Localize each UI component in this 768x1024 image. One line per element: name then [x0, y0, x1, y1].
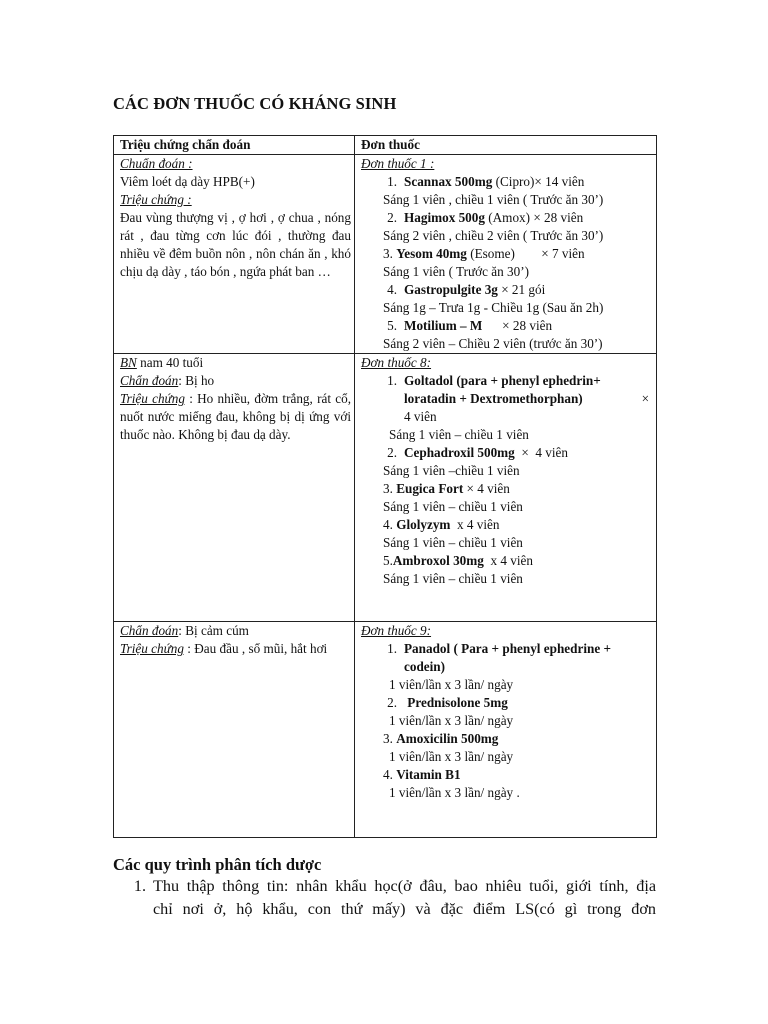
drug-dose: Sáng 1 viên – chiều 1 viên	[383, 499, 523, 514]
drug-item: 4. Vitamin B1 1 viên/lần x 3 lần/ ngày .	[361, 766, 653, 802]
drug-name: Scannax 500mg	[404, 174, 493, 189]
diagnosis-text: : Bị ho	[178, 373, 215, 388]
drug-name: Panadol ( Para + phenyl ephedrine +	[404, 641, 611, 656]
table-header-row	[114, 136, 657, 155]
symptom-text: : Đau đầu , sổ mũi, hắt hơi	[183, 641, 328, 656]
table-row	[114, 622, 657, 838]
drug-item: 4. Glolyzym x 4 viên Sáng 1 viên – chiều 1 viên	[361, 516, 653, 552]
symptom-label: Triệu chứng	[120, 391, 185, 406]
drug-dose: Sáng 1 viên –chiều 1 viên	[383, 463, 520, 478]
drug-item: 5. Motilium – M × 28 viên Sáng 2 viên – Chiều 2 viên (trước ăn 30’)	[361, 317, 653, 353]
drug-item: 1. Panadol ( Para + phenyl ephedrine + codein)	[361, 640, 653, 676]
drug-dose: Sáng 1 viên – chiều 1 viên	[383, 535, 523, 550]
drug-name: Vitamin B1	[396, 767, 461, 782]
drug-item: 1. Goltadol (para + phenyl ephedrin+ loratadin + Dextromethorphan) × 4 viên	[361, 372, 653, 426]
drug-name: Motilium – M	[404, 318, 483, 333]
drug-name: Ambroxol 30mg	[392, 553, 484, 568]
list-item-line: Thu thập thông tin: nhân khẩu học(ở đâu, bao nhiêu tuổi, giới tính, địa	[153, 877, 656, 895]
drug-dose: Sáng 1g – Trưa 1g - Chiều 1g (Sau ăn 2h)	[383, 300, 604, 315]
drug-dose: Sáng 1 viên , chiều 1 viên ( Trước ăn 30’)	[383, 192, 604, 207]
drug-name: Cephadroxil 500mg	[404, 445, 515, 460]
diagnosis-label: Chẩn đoán	[120, 623, 179, 638]
diagnosis-cell	[114, 155, 355, 354]
drug-dose: 1 viên/lần x 3 lần/ ngày	[389, 677, 514, 692]
prescription-table	[113, 135, 657, 838]
diagnosis-cell	[114, 622, 355, 838]
drug-name: Gastropulgite 3g	[404, 282, 498, 297]
prescription-cell	[355, 622, 657, 838]
drug-name: Glolyzym	[396, 517, 451, 532]
drug-item: 2. Cephadroxil 500mg × 4 viên Sáng 1 viên –chiều 1 viên	[361, 444, 653, 480]
prescription-label: Đơn thuốc 1 :	[361, 156, 435, 171]
patient-text: nam 40 tuổi	[136, 355, 204, 370]
table-row	[114, 155, 657, 354]
drug-name: Eugica Fort	[396, 481, 464, 496]
drug-item: 1. Scannax 500mg (Cipro)× 14 viên Sáng 1 viên , chiều 1 viên ( Trước ăn 30’)	[361, 173, 653, 209]
drug-name-cont: codein)	[404, 659, 446, 674]
diagnosis-text: Viêm loét dạ dày HPB(+)	[120, 174, 255, 189]
section-title: Các quy trình phân tích dược	[113, 855, 322, 874]
drug-name: Amoxicilin 500mg	[396, 731, 499, 746]
drug-item: 3. Amoxicilin 500mg 1 viên/lần x 3 lần/ ngày	[361, 730, 653, 766]
drug-name-cont: loratadin + Dextromethorphan)	[404, 391, 583, 406]
drug-dose: 1 viên/lần x 3 lần/ ngày	[389, 749, 514, 764]
drug-dose: Sáng 2 viên , chiều 2 viên ( Trước ăn 30’)	[383, 228, 604, 243]
prescription-label: Đơn thuốc 9:	[361, 623, 432, 638]
header-prescription: Đơn thuốc	[355, 136, 657, 155]
prescription-cell	[355, 354, 657, 622]
prescription-label: Đơn thuốc 8:	[361, 355, 432, 370]
symptom-text: Đau vùng thượng vị , ợ hơi , ợ chua , nóng rát , đau từng cơn lúc đói , thường đau nhiều về đêm buồn nôn , nôn chán ăn , khó chịu dạ dày , táo bón , ngứa phát ban …	[120, 210, 351, 279]
symptom-label: Triệu chứng :	[120, 192, 192, 207]
table-row	[114, 354, 657, 622]
list-item-line: chỉ nơi ở, hộ khẩu, con thứ mấy) và đặc điểm LS(có gì trong đơn	[153, 900, 656, 918]
drug-item: 3. Yesom 40mg (Esome) × 7 viên Sáng 1 viên ( Trước ăn 30’)	[361, 245, 653, 281]
diagnosis-label: Chuẩn đoán :	[120, 156, 193, 171]
drug-dose: 1 viên/lần x 3 lần/ ngày	[389, 713, 514, 728]
header-diagnosis: Triệu chứng chẩn đoán	[114, 136, 355, 155]
drug-item: 4. Gastropulgite 3g × 21 gói Sáng 1g – Trưa 1g - Chiều 1g (Sau ăn 2h)	[361, 281, 653, 317]
drug-name: Yesom 40mg	[396, 246, 467, 261]
list-item: 1. Thu thập thông tin: nhân khẩu học(ở đâu, bao nhiêu tuổi, giới tính, địa chỉ nơi ở, hộ khẩu, con thứ mấy) và đặc điểm LS(có gì trong đơn	[113, 875, 656, 921]
drug-dose: Sáng 2 viên – Chiều 2 viên (trước ăn 30’)	[383, 336, 603, 351]
diagnosis-label: Chẩn đoán	[120, 373, 179, 388]
symptom-label: Triệu chứng	[120, 641, 184, 656]
drug-dose: Sáng 1 viên ( Trước ăn 30’)	[383, 264, 529, 279]
drug-item: 2. Hagimox 500g (Amox) × 28 viên Sáng 2 viên , chiều 2 viên ( Trước ăn 30’)	[361, 209, 653, 245]
drug-dose: Sáng 1 viên – chiều 1 viên	[389, 427, 529, 442]
drug-item: 5.Ambroxol 30mg x 4 viên Sáng 1 viên – chiều 1 viên	[361, 552, 653, 588]
prescription-cell	[355, 155, 657, 354]
drug-item: 2. Prednisolone 5mg 1 viên/lần x 3 lần/ ngày	[361, 694, 653, 730]
drug-item: 3. Eugica Fort × 4 viên Sáng 1 viên – chiều 1 viên	[361, 480, 653, 516]
drug-name: Goltadol (para + phenyl ephedrin+	[404, 373, 601, 388]
diagnosis-cell	[114, 354, 355, 622]
diagnosis-text: : Bị cảm cúm	[178, 623, 249, 638]
page-title: CÁC ĐƠN THUỐC CÓ KHÁNG SINH	[113, 94, 397, 113]
section-list	[113, 875, 656, 921]
drug-name: Prednisolone 5mg	[407, 695, 508, 710]
patient-label: BN	[120, 355, 137, 370]
drug-dose: 1 viên/lần x 3 lần/ ngày .	[389, 785, 520, 800]
drug-name: Hagimox 500g	[404, 210, 485, 225]
symptom-text: : Ho nhiều, đờm trắng, rát cổ, nuốt nước miếng đau, không bị dị ứng với thuốc nào. Không bị đau dạ dày.	[120, 391, 351, 442]
drug-dose: Sáng 1 viên – chiều 1 viên	[383, 571, 523, 586]
